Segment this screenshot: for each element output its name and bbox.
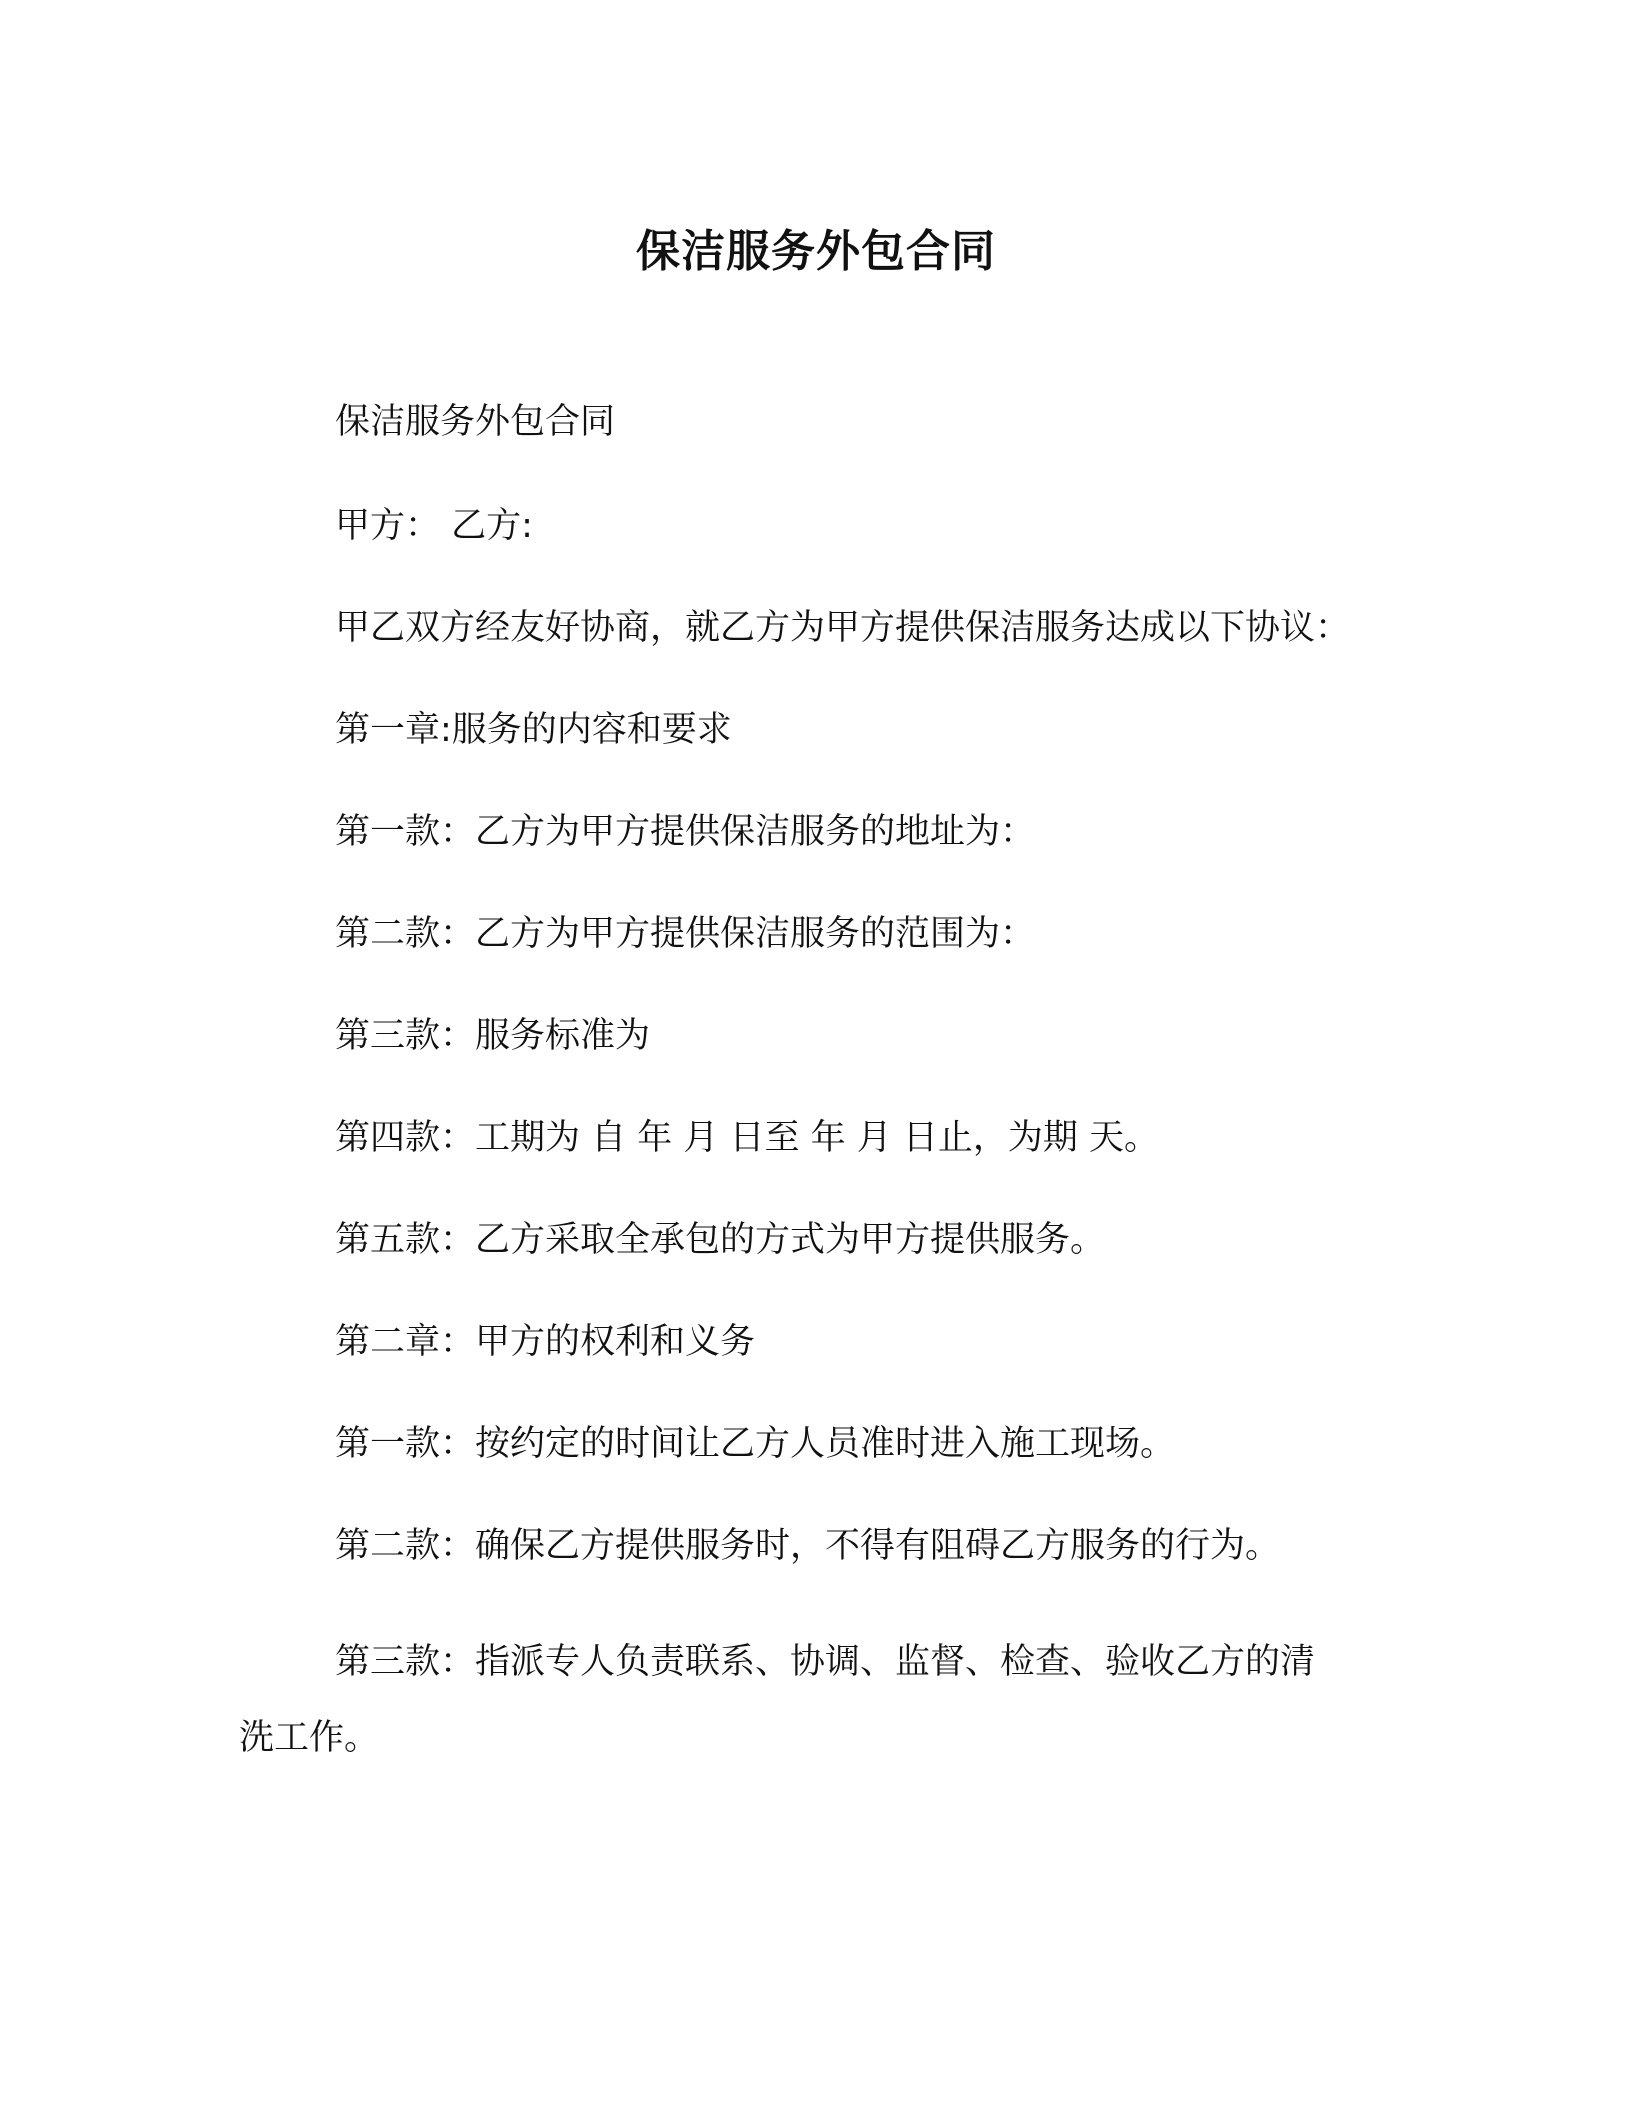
chapter-2-clause-3-line-1: 第三款：指派专人负责联系、协调、监督、检查、验收乙方的清 [335,1642,1316,1682]
paragraph-preamble: 甲乙双方经友好协商，就乙方为甲方提供保洁服务达成以下协议： [335,608,1351,648]
chapter-1-clause-1: 第一款：乙方为甲方提供保洁服务的地址为： [335,812,1036,852]
paragraph-parties: 甲方： 乙方: [335,506,533,546]
chapter-1-clause-2: 第二款：乙方为甲方提供保洁服务的范围为： [335,914,1036,954]
paragraph-subtitle: 保洁服务外包合同 [335,402,616,442]
chapter-2-clause-3 [239,1624,1375,1776]
chapter-1-clause-4: 第四款：工期为 自 年 月 日至 年 月 日止，为期 天。 [335,1118,1160,1158]
chapter-2-clause-3-line-2: 洗工作。 [239,1718,380,1758]
chapter-1-clause-5: 第五款：乙方采取全承包的方式为甲方提供服务。 [335,1220,1106,1260]
chapter-2-clause-2: 第二款：确保乙方提供服务时，不得有阻碍乙方服务的行为。 [335,1526,1281,1566]
chapter-2-clause-1: 第一款：按约定的时间让乙方人员准时进入施工现场。 [335,1424,1176,1464]
chapter-2-heading: 第二章：甲方的权利和义务 [335,1322,756,1362]
document-title: 保洁服务外包合同 [636,226,996,277]
chapter-1-heading: 第一章:服务的内容和要求 [335,710,732,750]
chapter-1-clause-3: 第三款：服务标准为 [335,1016,651,1056]
